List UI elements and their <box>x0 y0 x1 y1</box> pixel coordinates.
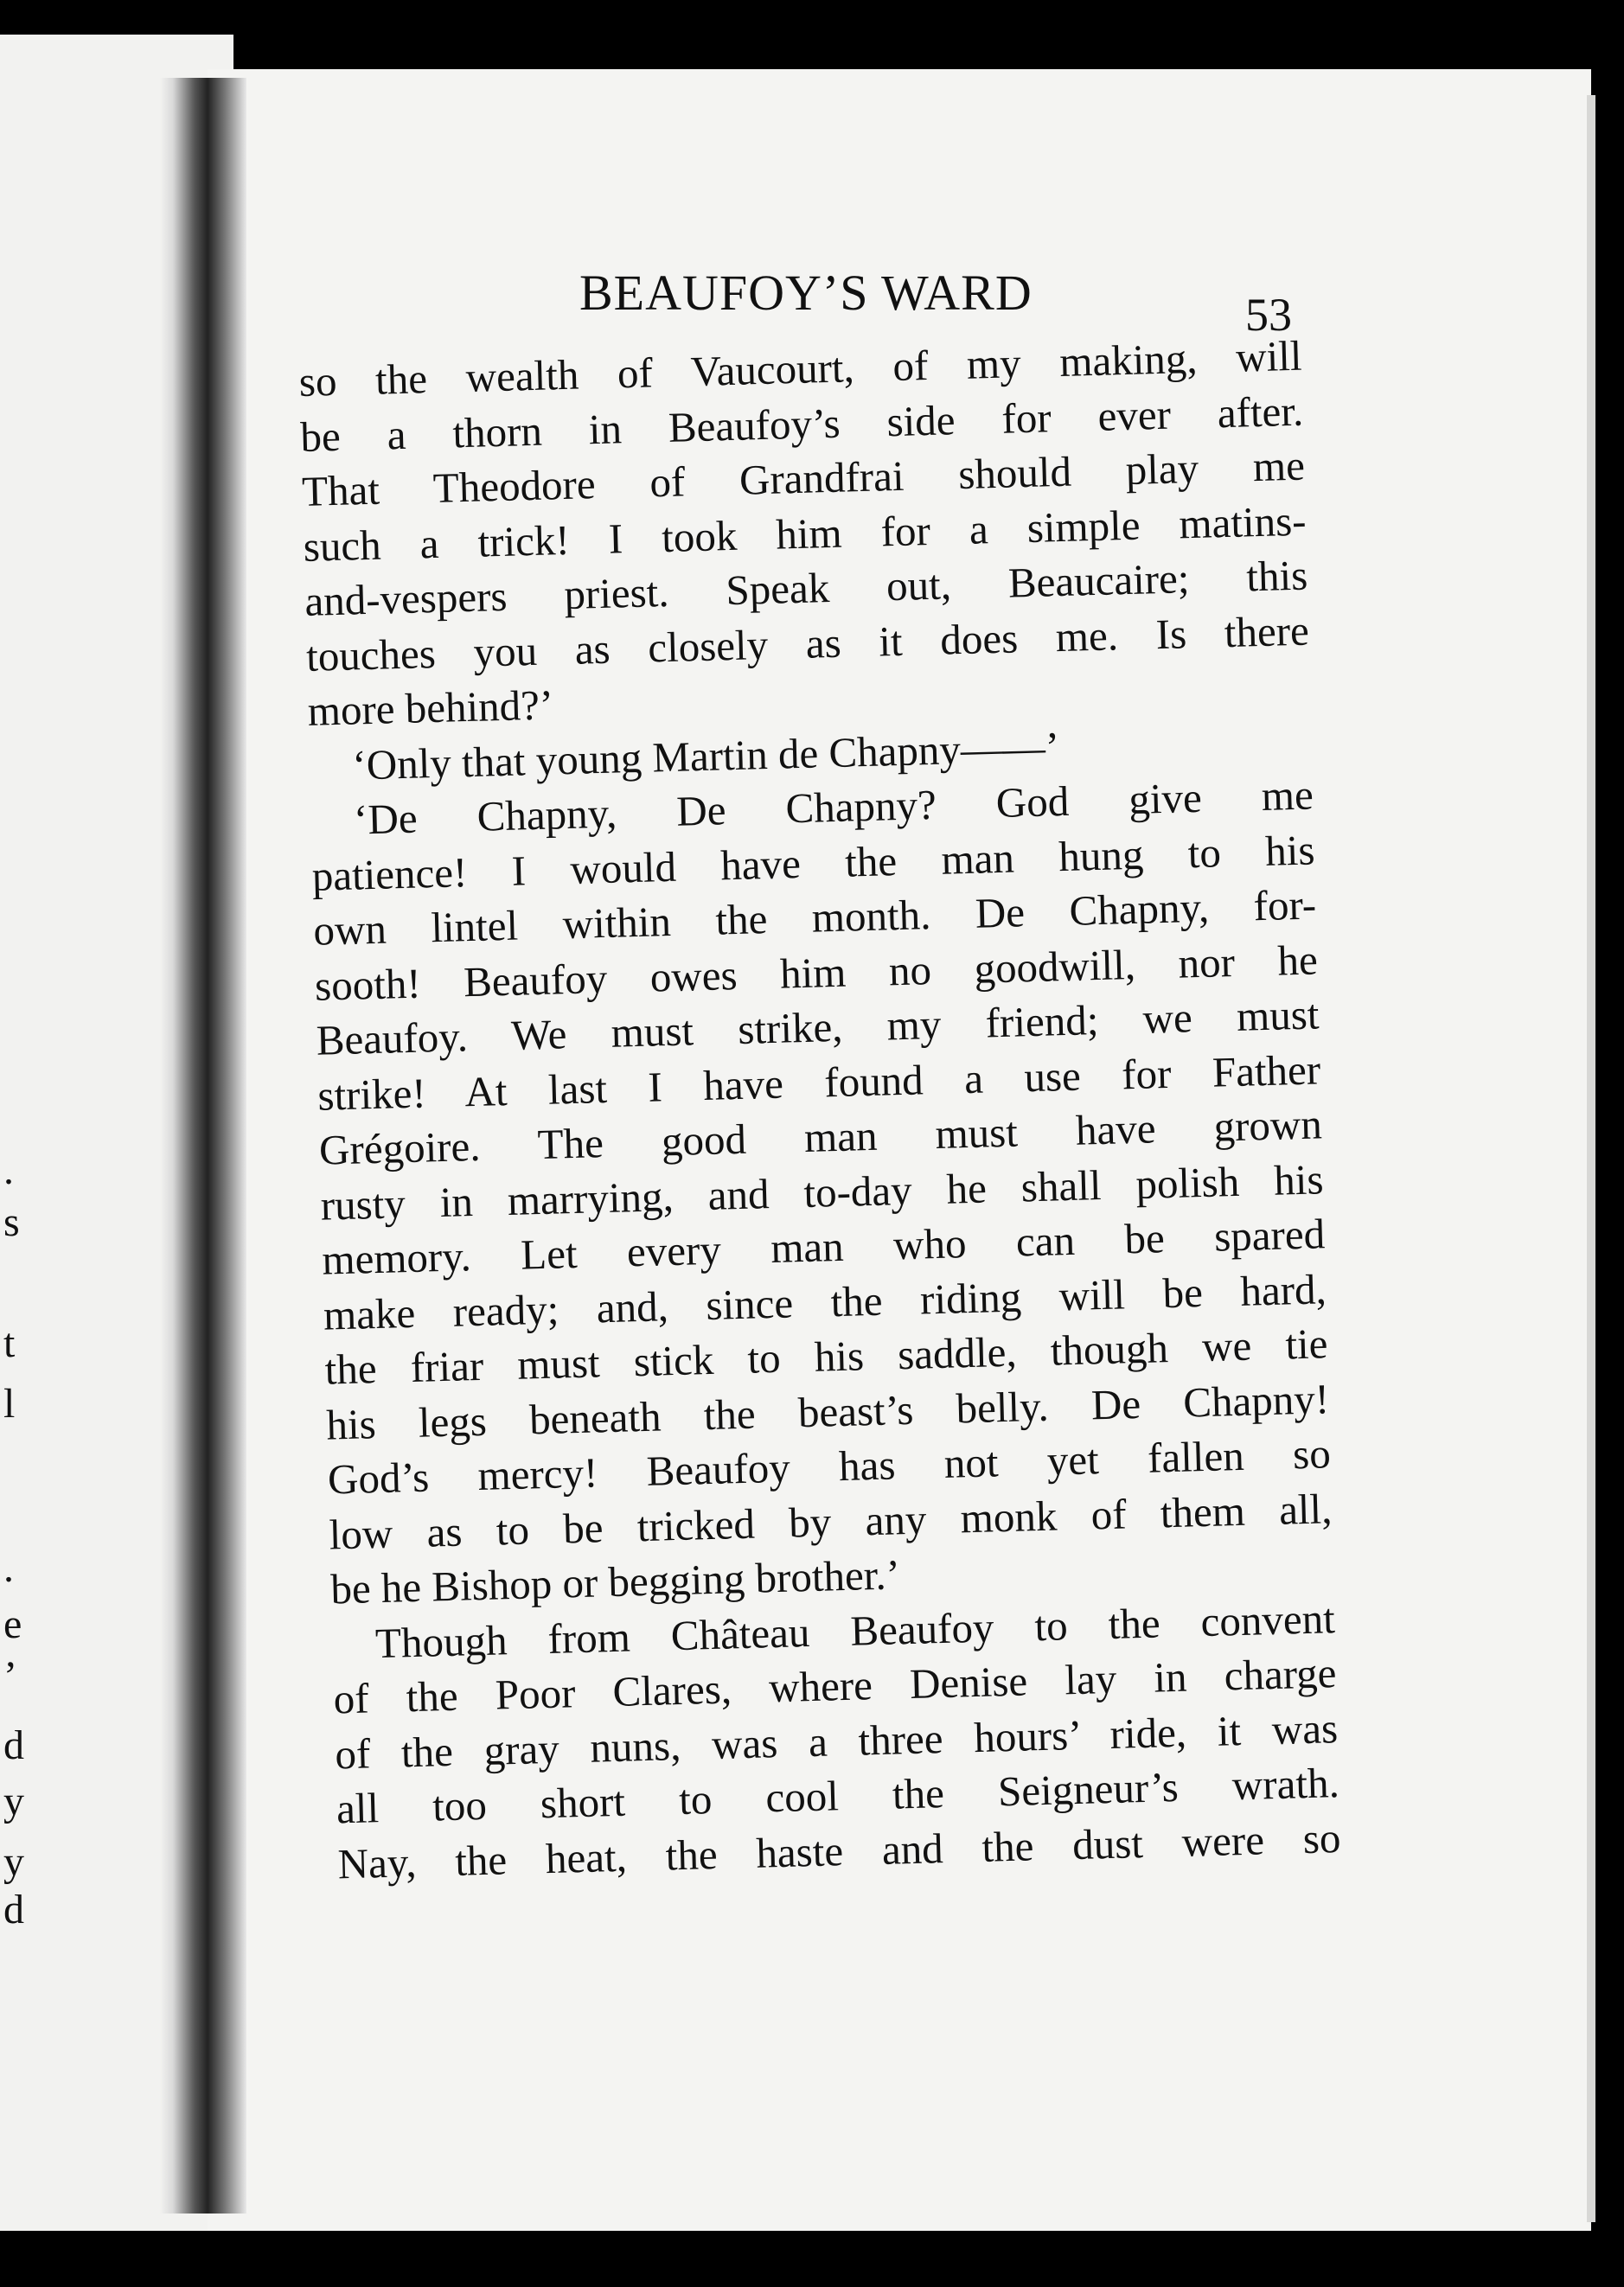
text-line: be he Bishop or begging brother.’ <box>329 1550 901 1613</box>
text-line: Grégoire. The good man must have grown <box>318 1100 1323 1174</box>
text-line: Nay, the heat, the haste and the dust were so <box>336 1813 1342 1888</box>
text-line: such a trick! I took him for a simple matins- <box>303 496 1308 571</box>
margin-fragment: e <box>3 1601 22 1647</box>
page-number: 53 <box>1245 289 1292 341</box>
text-line: own lintel within the month. De Chapny, for- <box>312 880 1317 955</box>
margin-fragment: l <box>3 1381 16 1427</box>
text-line: the friar must stick to his saddle, though we tie <box>324 1319 1329 1394</box>
page-body-text <box>298 329 1341 1892</box>
text-line: make ready; and, since the riding will be hard, <box>323 1264 1327 1339</box>
text-line: all too short to cool the Seigneur’s wrath. <box>336 1759 1340 1833</box>
margin-fragment: d <box>3 1722 24 1768</box>
margin-fragment: . <box>3 1147 14 1193</box>
text-line: patience! I would have the man hung to his <box>311 825 1316 900</box>
text-line: so the wealth of Vaucourt, of my making, will <box>298 331 1303 406</box>
text-line: strike! At last I have found a use for Father <box>316 1044 1321 1120</box>
text-line: his legs beneath the beast’s belly. De Chapny! <box>325 1374 1330 1449</box>
text-line: sooth! Beaufoy owes him no goodwill, nor he <box>314 935 1319 1010</box>
text-line: of the gray nuns, was a three hours’ ride, it was <box>334 1703 1339 1778</box>
running-title: BEAUFOY’S WARD <box>579 265 1033 321</box>
text-line: ‘Only that young Martin de Chapny——’ <box>351 722 1060 789</box>
text-line: touches you as closely as it does me. Is there <box>305 606 1310 680</box>
text-line: and-vespers priest. Speak out, Beaucaire; this <box>304 551 1308 625</box>
text-line: That Theodore of Grandfrai should play me <box>301 441 1306 515</box>
text-line: of the Poor Clares, where Denise lay in charge <box>332 1649 1338 1723</box>
margin-fragment: ’ <box>3 1653 17 1699</box>
text-line: Though from Château Beaufoy to the convent <box>374 1594 1336 1667</box>
text-line: be a thorn in Beaufoy’s side for ever after. <box>299 386 1304 461</box>
text-line: rusty in marrying, and to-day he shall polish his <box>320 1154 1325 1230</box>
text-line: God’s mercy! Beaufoy has not yet fallen so <box>327 1429 1332 1504</box>
text-line: ‘De Chapny, De Chapny? God give me <box>353 770 1314 844</box>
margin-fragment: t <box>3 1320 16 1366</box>
previous-page-text-fragments <box>0 35 35 2231</box>
text-line: memory. Let every man who can be spared <box>321 1210 1326 1284</box>
book-gutter-shadow <box>160 78 246 2214</box>
margin-fragment: . <box>3 1545 14 1591</box>
margin-fragment: s <box>3 1199 20 1245</box>
text-line: more behind?’ <box>307 680 554 735</box>
page-edge <box>1587 95 1595 2222</box>
text-line: low as to be tricked by any monk of them all, <box>329 1484 1333 1559</box>
margin-fragment: y <box>3 1839 24 1885</box>
margin-fragment: d <box>3 1887 24 1932</box>
text-line: Beaufoy. We must strike, my friend; we must <box>316 990 1320 1064</box>
margin-fragment: y <box>3 1779 24 1824</box>
